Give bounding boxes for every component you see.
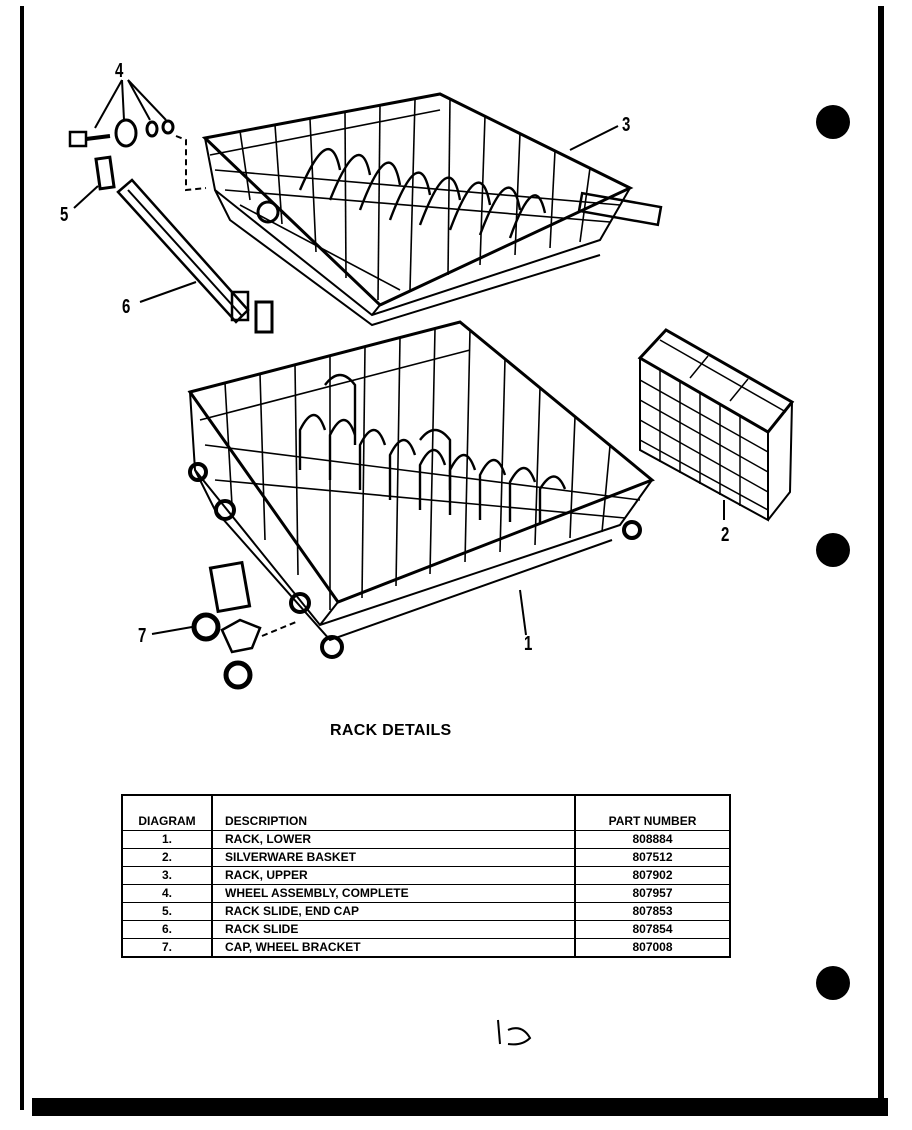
cell-diagram: 2. <box>122 849 212 867</box>
header-diagram: DIAGRAM <box>122 795 212 831</box>
callout-5: 5 <box>60 204 69 226</box>
cell-description: CAP, WHEEL BRACKET <box>212 939 575 958</box>
wheel-assembly-parts <box>70 80 206 190</box>
cell-part-number: 807512 <box>575 849 730 867</box>
callout-1: 1 <box>524 633 533 655</box>
cell-description: RACK, UPPER <box>212 867 575 885</box>
table-row <box>122 921 730 939</box>
cell-description: RACK, LOWER <box>212 831 575 849</box>
cell-diagram: 1. <box>122 831 212 849</box>
cell-description: RACK SLIDE, END CAP <box>212 903 575 921</box>
leader-1 <box>520 590 526 635</box>
cell-description: RACK SLIDE <box>212 921 575 939</box>
cell-part-number: 807853 <box>575 903 730 921</box>
cell-part-number: 808884 <box>575 831 730 849</box>
callout-7: 7 <box>138 625 147 647</box>
callout-3: 3 <box>622 114 631 136</box>
lower-rack-drawing <box>190 322 652 657</box>
callout-2: 2 <box>721 524 730 546</box>
cell-description: SILVERWARE BASKET <box>212 849 575 867</box>
table-row <box>122 849 730 867</box>
cell-diagram: 4. <box>122 885 212 903</box>
rack-slide-parts <box>74 157 272 332</box>
cell-diagram: 7. <box>122 939 212 958</box>
cell-diagram: 6. <box>122 921 212 939</box>
handwritten-mark <box>494 1018 544 1048</box>
silverware-basket-drawing <box>640 330 792 520</box>
cell-description: WHEEL ASSEMBLY, COMPLETE <box>212 885 575 903</box>
table-row <box>122 939 730 958</box>
header-part-number: PART NUMBER <box>608 814 697 828</box>
diagram-caption: RACK DETAILS <box>330 722 452 739</box>
wheel-bracket-parts <box>152 563 296 687</box>
table-row <box>122 885 730 903</box>
table-row <box>122 903 730 921</box>
cell-diagram: 3. <box>122 867 212 885</box>
leader-3 <box>570 126 618 150</box>
cell-part-number: 807854 <box>575 921 730 939</box>
upper-rack-drawing <box>205 94 661 325</box>
parts-table <box>121 794 731 958</box>
cell-diagram: 5. <box>122 903 212 921</box>
callout-4: 4 <box>115 60 124 82</box>
table-header-row <box>122 795 730 831</box>
callout-6: 6 <box>122 296 131 318</box>
cell-part-number: 807902 <box>575 867 730 885</box>
table-row <box>122 867 730 885</box>
header-description: DESCRIPTION <box>212 795 575 831</box>
table-row <box>122 831 730 849</box>
cell-part-number: 807957 <box>575 885 730 903</box>
cell-part-number: 807008 <box>575 939 730 958</box>
